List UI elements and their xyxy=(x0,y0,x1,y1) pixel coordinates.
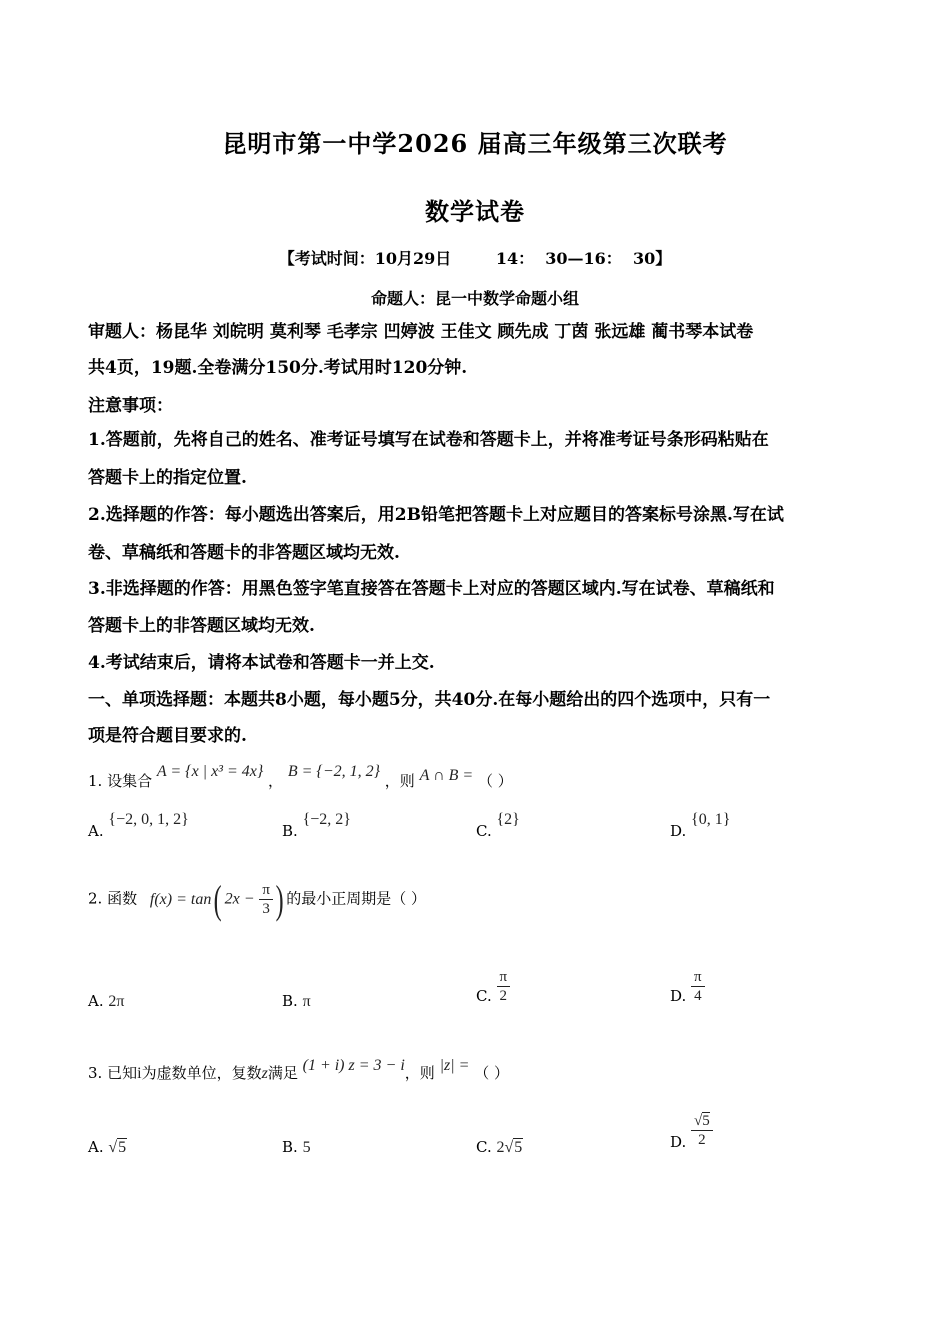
q1-option-d-label: D. xyxy=(670,822,687,840)
exam-subtitle: 数学试卷 xyxy=(425,197,525,226)
q3-option-c-radicand: 5 xyxy=(514,1139,523,1156)
q3-option-a-label: A. xyxy=(88,1138,104,1156)
q2-option-b-value: π xyxy=(302,993,311,1010)
q2-fraction xyxy=(259,881,273,918)
q3-option-d xyxy=(670,1112,713,1149)
q1-text-4: （ ） xyxy=(477,772,513,790)
q1-option-c-label: C. xyxy=(476,822,492,840)
q3-option-c-sqrt: 2√5 xyxy=(496,1139,523,1156)
q3-option-a-sqrt: √5 xyxy=(108,1139,127,1156)
q3-option-d-radicand: 5 xyxy=(702,1113,710,1129)
q1-text-1: 设集合 xyxy=(107,772,153,790)
section1-line1: 一、单项选择题：本题共8小题，每小题5分，共40分.在每小题给出的四个选项中，只有一 xyxy=(88,690,771,710)
q1-option-b-value: {−2, 2} xyxy=(302,811,351,828)
q3-option-b-value: 5 xyxy=(302,1139,311,1156)
q2-option-c-den: 2 xyxy=(499,988,508,1004)
q2-option-c-fraction xyxy=(497,968,511,1005)
q3-text-1: 已知 xyxy=(107,1064,138,1082)
q2-option-a-value: 2π xyxy=(108,993,125,1010)
note-2a: 2.选择题的作答：每小题选出答案后，用2B铅笔把答题卡上对应题目的答案标号涂黑.写在试 xyxy=(88,505,784,525)
section1-line2: 项是符合题目要求的. xyxy=(88,726,247,746)
note-1b: 答题卡上的指定位置. xyxy=(88,468,247,488)
q3-number: 3. xyxy=(88,1064,103,1082)
q1-option-c-value: {2} xyxy=(496,811,520,828)
q2-option-b xyxy=(282,992,311,1011)
q2-option-d-label: D. xyxy=(670,986,687,1005)
q3-text-2: 为虚数单位，复数 xyxy=(141,1064,262,1082)
q2-text-1: 函数 xyxy=(107,889,138,908)
q2-function: f(x) = tan xyxy=(149,890,212,908)
q2-option-a xyxy=(88,992,124,1011)
q2-option-d-num: π xyxy=(691,968,705,987)
note-3b: 答题卡上的非答题区域均无效. xyxy=(88,616,315,636)
q1-option-c xyxy=(476,811,520,841)
q3-option-a-radicand: 5 xyxy=(118,1139,127,1156)
q1-text-3: ，则 xyxy=(384,772,415,790)
q1-option-a-value: {−2, 0, 1, 2} xyxy=(108,811,189,828)
q3-option-d-label: D. xyxy=(670,1132,687,1151)
q1-text-2: ， xyxy=(268,772,284,790)
q2-option-d-den: 4 xyxy=(694,988,702,1004)
q2-option-d xyxy=(670,968,705,1005)
q3-option-a xyxy=(88,1138,127,1157)
q1-option-d xyxy=(670,811,731,841)
q3-option-c-coef: 2 xyxy=(496,1139,505,1156)
q1-option-a xyxy=(88,811,189,841)
question-1 xyxy=(88,763,513,791)
q3-text-5: （ ） xyxy=(474,1064,509,1082)
q2-number: 2. xyxy=(88,889,103,908)
q3-option-c-label: C. xyxy=(476,1138,492,1156)
note-1a: 1.答题前，先将自己的姓名、准考证号填写在试卷和答题卡上，并将准考证号条形码粘贴在 xyxy=(88,430,769,450)
q2-text-2: 的最小正周期是（ ） xyxy=(286,889,427,908)
q2-fraction-num: π xyxy=(259,881,273,900)
exam-title: 昆明市第一中学2026 届高三年级第三次联考 xyxy=(222,129,728,158)
q2-paren-left: ( xyxy=(214,877,223,922)
q3-text-3: 满足 xyxy=(267,1064,298,1082)
q3-option-d-fraction xyxy=(691,1112,713,1149)
note-2b: 卷、草稿纸和答题卡的非答题区域均无效. xyxy=(88,543,400,563)
q2-option-d-fraction xyxy=(691,968,705,1005)
question-2 xyxy=(88,876,426,923)
q1-set-a: A = {x | x³ = 4x} xyxy=(156,763,264,780)
q1-option-d-value: {0, 1} xyxy=(691,811,731,828)
q2-paren-right: ) xyxy=(275,877,284,922)
note-4: 4.考试结束后，请将本试卷和答题卡一并上交. xyxy=(88,653,435,673)
exam-time: 【考试时间：10月29日 14： 30—16： 30】 xyxy=(278,249,672,268)
exam-author: 命题人：昆一中数学命题小组 xyxy=(370,289,579,308)
q1-set-b: B = {−2, 1, 2} xyxy=(287,763,381,780)
question-3 xyxy=(88,1057,509,1083)
q3-option-d-den: 2 xyxy=(698,1132,706,1148)
q2-option-c-label: C. xyxy=(476,986,492,1005)
q2-inner: 2x − xyxy=(224,890,255,908)
reviewers-line: 审题人：杨昆华 刘皖明 莫利琴 毛孝宗 凹婷波 王佳文 顾先成 丁茵 张远雄 蔺书琴本试卷 xyxy=(88,322,754,342)
q3-z: z xyxy=(261,1065,268,1082)
q1-number: 1. xyxy=(88,772,103,790)
q3-abs-z: |z| = xyxy=(439,1057,470,1074)
q3-option-c xyxy=(476,1138,523,1157)
q1-option-b xyxy=(282,811,351,841)
q3-option-d-num: √5 xyxy=(691,1112,713,1131)
q1-option-a-label: A. xyxy=(88,822,104,840)
q2-option-a-label: A. xyxy=(88,992,104,1010)
q1-expression: A ∩ B = xyxy=(419,767,474,784)
note-3a: 3.非选择题的作答：用黑色签字笔直接答在答题卡上对应的答题区域内.写在试卷、草稿纸和 xyxy=(88,579,775,599)
q2-option-c xyxy=(476,968,510,1005)
q3-option-b xyxy=(282,1138,311,1157)
q2-option-b-label: B. xyxy=(282,992,298,1010)
exam-info-line: 共4页，19题.全卷满分150分.考试用时120分钟. xyxy=(88,358,468,378)
q2-fraction-den: 3 xyxy=(262,901,270,917)
q3-option-b-label: B. xyxy=(282,1138,298,1156)
q3-text-4: ，则 xyxy=(404,1064,435,1082)
notes-heading: 注意事项： xyxy=(88,396,173,416)
q3-imag-unit: i xyxy=(137,1065,142,1082)
q3-equation: (1 + i) z = 3 − i xyxy=(302,1057,405,1074)
q1-option-b-label: B. xyxy=(282,822,298,840)
q2-option-c-num: π xyxy=(497,968,511,987)
